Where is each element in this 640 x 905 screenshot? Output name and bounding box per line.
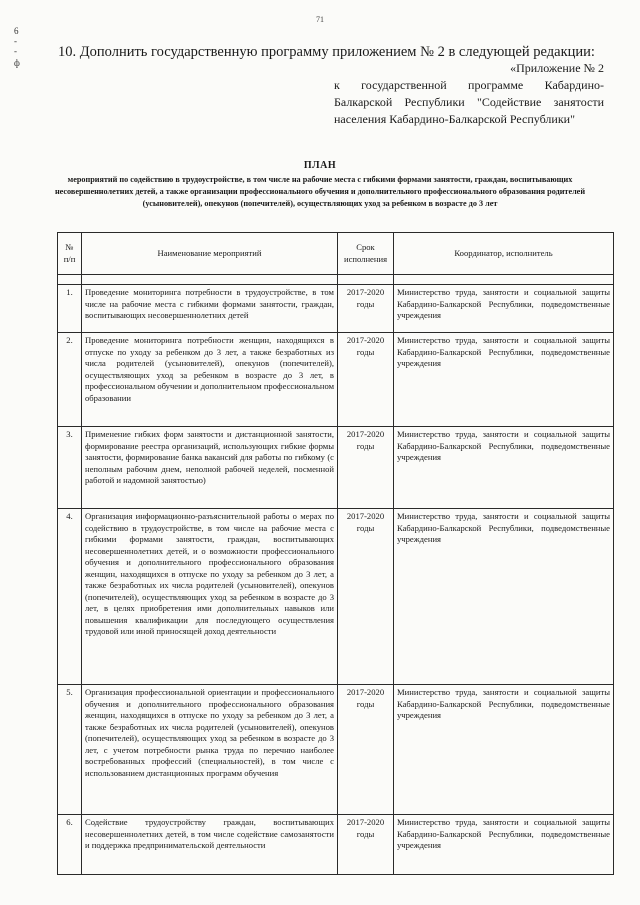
row-name: Организация информационно-разъяснительной работы о мерах по содействию в трудоустройстве, в том числе на рабочие места с гибкими формами занятости, граждан, воспитывающих несовершеннолетних детей, и о возможности профессионального обучения и дополнительного профессионального образования женщин, находящихся в отпуске по уходу за ребенком до 3 лет, а также безработных их числа родителей (усыновителей), опекунов (попечителей), осуществляющих уход за ребенком в возрасте до 3 лет, в целях приобретения ими дополнительных навыков или повышения квалификации для последующего осуществления трудовой или иной приносящей доход деятельности — [82, 509, 338, 685]
header-term: Срок исполнения — [338, 233, 394, 275]
row-name: Содействие трудоустройству граждан, воспитывающих несовершеннолетних детей, в том числе содействие самозанятости и поддержка предпринимательской деятельности — [82, 815, 338, 875]
table-row — [58, 815, 614, 875]
table-row — [58, 333, 614, 427]
row-name: Проведение мониторинга потребности женщин, находящихся в отпуске по уходу за ребенком до 3 лет, а также безработных из числа родителей (усыновителей), опекунов (попечителей), осуществляющих уход за ребенком в возрасте до 3 лет, в профессиональном обучении и дополнительном профессиональном образовании — [82, 333, 338, 427]
row-coordinator: Министерство труда, занятости и социальной защиты Кабардино-Балкарской Республики, подведомственные учреждения — [394, 427, 614, 509]
margin-mark: 6 — [14, 26, 19, 36]
table-row — [58, 685, 614, 815]
row-num: 6. — [58, 815, 82, 875]
plan-title: ПЛАН — [303, 160, 337, 171]
appendix-body: к государственной программе Кабардино-Балкарской Республики "Содействие занятости населения Кабардино-Балкарской Республики" — [334, 78, 604, 126]
appendix-header — [334, 60, 604, 128]
row-num: 1. — [58, 285, 82, 333]
row-term: 2017-2020 годы — [338, 333, 394, 427]
row-term: 2017-2020 годы — [338, 815, 394, 875]
plan-table — [57, 232, 614, 875]
row-name: Организация профессиональной ориентации и профессионального обучения и дополнительного профессионального образования женщин, находящихся в отпуске по уходу за ребенком до 3 лет, а также безработных их числа родителей (усыновителей), опекунов (попечителей), осуществляющих уход за ребенком в возрасте до 3 лет, с учетом потребности рынка труда по перечню наиболее востребованных профессий (специальностей), в том числе с использованием дистанционных программ обучения — [82, 685, 338, 815]
row-num: 3. — [58, 427, 82, 509]
row-term: 2017-2020 годы — [338, 509, 394, 685]
row-coordinator: Министерство труда, занятости и социальной защиты Кабардино-Балкарской Республики, подведомственные учреждения — [394, 815, 614, 875]
table-header-row — [58, 233, 614, 275]
row-name: Проведение мониторинга потребности в трудоустройстве, в том числе на рабочие места с гибкими формами занятости, граждан, воспитывающих несовершеннолетних детей — [82, 285, 338, 333]
margin-mark: - — [14, 46, 17, 56]
table-row — [58, 427, 614, 509]
header-coordinator: Координатор, исполнитель — [394, 233, 614, 275]
intro-paragraph: 10. Дополнить государственную программу приложением № 2 в следующей редакции: — [58, 44, 595, 60]
margin-mark: ф — [14, 58, 20, 68]
plan-subtitle: мероприятий по содействию в трудоустройстве, в том числе на рабочие места с гибкими формами занятости, граждан, воспитывающих несовершеннолетних детей, а также организации профессионального обучения и дополнительного профессионального образования родителей (усыновителей), опекунов (попечителей), осуществляющих уход за ребенком в возрасте до 3 лет — [54, 175, 586, 208]
row-term: 2017-2020 годы — [338, 427, 394, 509]
row-coordinator: Министерство труда, занятости и социальной защиты Кабардино-Балкарской Республики, подведомственные учреждения — [394, 285, 614, 333]
row-term: 2017-2020 годы — [338, 685, 394, 815]
row-num: 5. — [58, 685, 82, 815]
row-num: 2. — [58, 333, 82, 427]
row-term: 2017-2020 годы — [338, 285, 394, 333]
table-row — [58, 285, 614, 333]
spacer-row — [58, 275, 614, 285]
margin-mark: - — [14, 36, 17, 46]
row-num: 4. — [58, 509, 82, 685]
header-num: № п/п — [58, 233, 82, 275]
page-number: 71 — [316, 15, 324, 24]
header-name: Наименование мероприятий — [82, 233, 338, 275]
row-coordinator: Министерство труда, занятости и социальной защиты Кабардино-Балкарской Республики, подведомственные учреждения — [394, 685, 614, 815]
row-name: Применение гибких форм занятости и дистанционной занятости, формирование реестра организаций, использующих гибкие формы занятости, формирование банка вакансий для работы по гибкому (с неполным рабочим днем, неполной рабочей неделей, посменной работой и надомной занятостью) — [82, 427, 338, 509]
appendix-title: «Приложение № 2 — [510, 61, 604, 75]
row-coordinator: Министерство труда, занятости и социальной защиты Кабардино-Балкарской Республики, подведомственные учреждения — [394, 509, 614, 685]
row-coordinator: Министерство труда, занятости и социальной защиты Кабардино-Балкарской Республики, подведомственные учреждения — [394, 333, 614, 427]
table-row — [58, 509, 614, 685]
